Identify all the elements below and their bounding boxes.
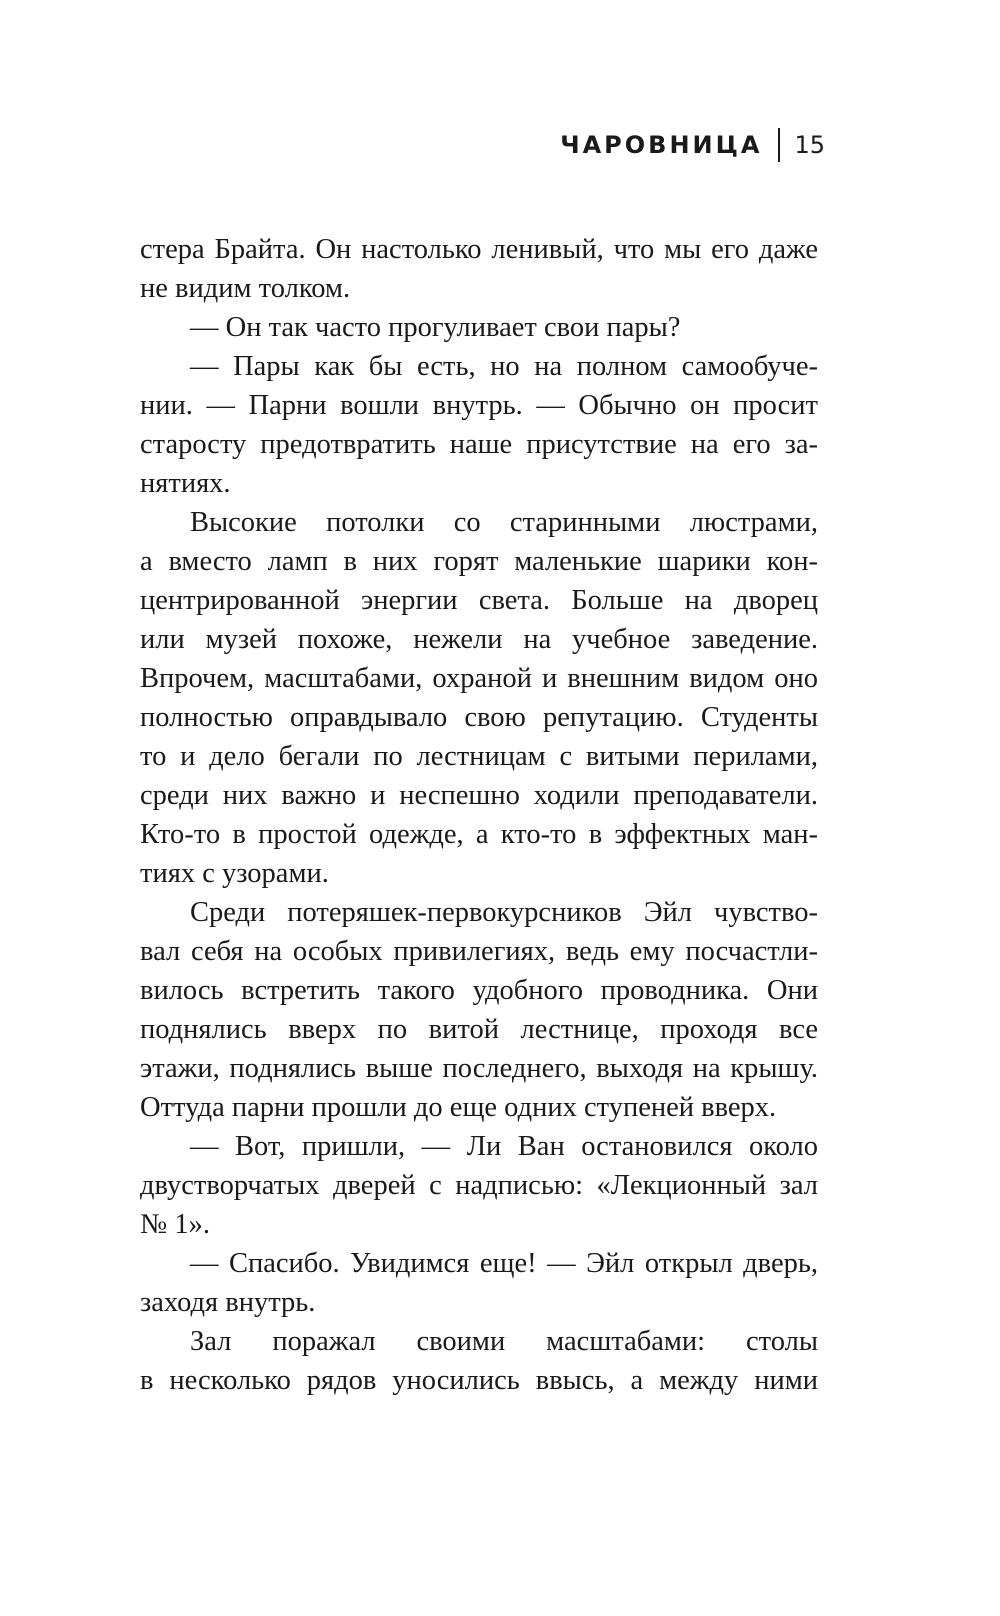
text-line: заходя внутрь. [140, 1287, 316, 1318]
text-line: то и дело бегали по лестницам с витыми перилами, [140, 741, 818, 772]
text-line: Высокие потолки со старинными люстрами, [190, 507, 818, 538]
text-line: Зал поражал своими масштабами: столы [190, 1326, 818, 1357]
text-line: а вместо ламп в них горят маленькие шарики кон- [140, 546, 818, 577]
text-line: № 1». [140, 1209, 210, 1240]
text-line: поднялись вверх по витой лестнице, проходя все [140, 1014, 818, 1045]
text-line: в несколько рядов уносились ввысь, а между ними [140, 1365, 818, 1396]
book-title: ЧАРОВНИЦА [560, 131, 763, 159]
page-number: 15 [794, 131, 825, 159]
text-line: вилось встретить такого удобного проводника. Они [140, 975, 818, 1006]
text-line: — Вот, пришли, — Ли Ван остановился около [190, 1131, 818, 1162]
text-line: — Пары как бы есть, но на полном самообуче- [190, 351, 818, 382]
text-line: Кто-то в простой одежде, а кто-то в эффектных ман- [140, 819, 818, 850]
text-line: двустворчатых дверей с надписью: «Лекционный зал [140, 1170, 818, 1201]
text-line: или музей похоже, нежели на учебное заведение. [140, 624, 818, 655]
text-line: — Он так часто прогуливает свои пары? [190, 312, 681, 343]
text-line: нии. — Парни вошли внутрь. — Обычно он просит [140, 390, 818, 421]
text-line: Среди потеряшек-первокурсников Эйл чувство- [190, 897, 818, 928]
header-divider [778, 128, 780, 162]
text-line: центрированной энергии света. Больше на дворец [140, 585, 818, 616]
body-text [140, 230, 818, 1400]
text-line: не видим толком. [140, 273, 351, 304]
text-line: полностью оправдывало свою репутацию. Студенты [140, 702, 818, 733]
text-line: — Спасибо. Увидимся еще! — Эйл открыл дверь, [190, 1248, 818, 1279]
text-line: среди них важно и неспешно ходили преподаватели. [140, 780, 818, 811]
text-line: старосту предотвратить наше присутствие на его за- [140, 429, 818, 460]
text-line: стера Брайта. Он настолько ленивый, что мы его даже [140, 234, 818, 265]
text-line: Оттуда парни прошли до еще одних ступеней вверх. [140, 1092, 777, 1123]
text-line: вал себя на особых привилегиях, ведь ему посчастли- [140, 936, 818, 967]
text-line: тиях с узорами. [140, 858, 329, 889]
running-head [560, 128, 825, 162]
text-line: этажи, поднялись выше последнего, выходя на крышу. [140, 1053, 818, 1084]
text-line: нятиях. [140, 468, 231, 499]
text-line: Впрочем, масштабами, охраной и внешним видом оно [140, 663, 818, 694]
